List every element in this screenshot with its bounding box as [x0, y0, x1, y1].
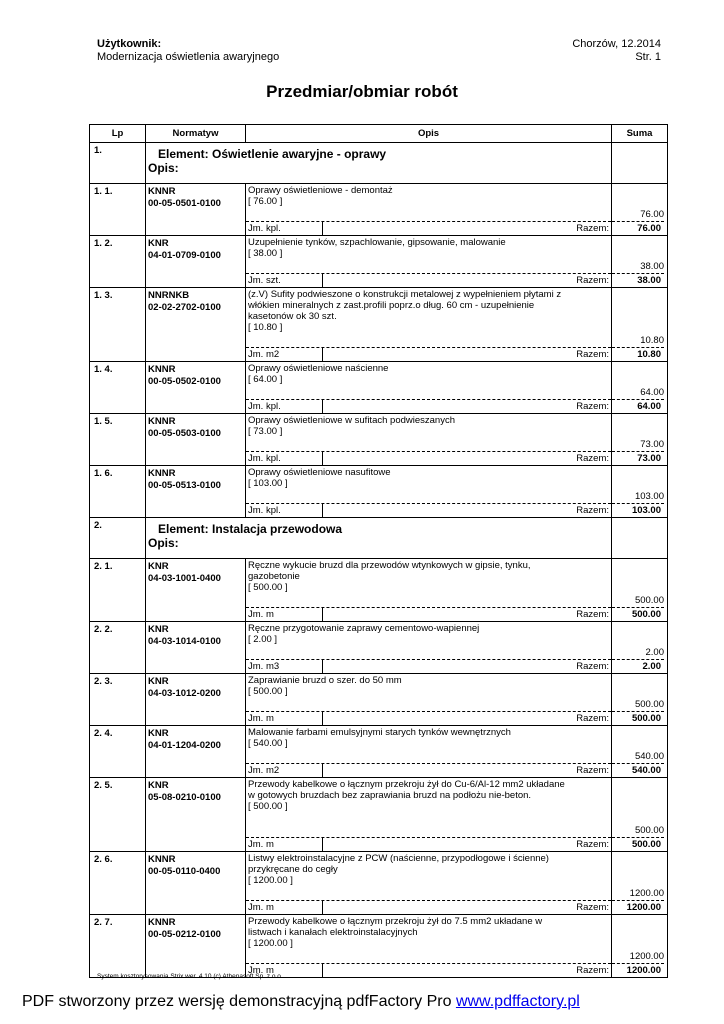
item-razem-label: Razem:	[576, 453, 609, 464]
table-row	[90, 236, 668, 288]
table-row	[90, 622, 668, 674]
item-lp: 1. 1.	[90, 184, 146, 236]
item-description	[246, 622, 611, 657]
item-description-line: gazobetonie	[248, 571, 300, 582]
table-row	[90, 852, 668, 915]
item-unit: Jm. kpl.	[246, 452, 323, 465]
item-quantity: 76.00	[640, 209, 664, 220]
section-row	[90, 143, 668, 184]
item-opis	[246, 362, 612, 414]
normatyw-code: 00-05-0513-0100	[148, 480, 221, 491]
normatyw-catalog: NNRNKB	[148, 290, 190, 301]
section-header	[146, 518, 612, 559]
item-quantity: 2.00	[645, 647, 664, 658]
normatyw-catalog: KNNR	[148, 364, 176, 375]
item-total: 64.00	[612, 399, 664, 413]
item-quantity: 1200.00	[629, 888, 664, 899]
item-unit: Jm. kpl.	[246, 400, 323, 413]
item-quantity: 38.00	[640, 261, 664, 272]
item-unit-row	[246, 837, 611, 851]
item-razem-label: Razem:	[576, 713, 609, 724]
document-header-right	[572, 38, 661, 64]
item-description-line: Listwy elektroinstalacyjne z PCW (naścienne, przypodłogowe i ścienne)	[248, 853, 549, 864]
item-description	[246, 184, 611, 219]
item-total: 500.00	[612, 607, 664, 621]
item-razem-label: Razem:	[576, 349, 609, 360]
item-opis	[246, 559, 612, 622]
item-description-line: [ 76.00 ]	[248, 196, 283, 207]
item-total: 103.00	[612, 503, 664, 517]
item-total: 76.00	[612, 221, 664, 235]
item-unit: Jm. m2	[246, 348, 323, 361]
item-lp: 2. 1.	[90, 559, 146, 622]
item-total: 1200.00	[612, 963, 664, 977]
item-description-line: (z.V) Sufity podwieszone o konstrukcji metalowej z wypełnieniem płytami z	[248, 289, 562, 300]
normatyw-code: 05-08-0210-0100	[148, 792, 221, 803]
item-opis	[246, 778, 612, 852]
item-unit: Jm. m	[246, 964, 323, 977]
item-description-line: [ 10.80 ]	[248, 322, 283, 333]
item-quantity: 540.00	[634, 751, 664, 762]
item-total: 73.00	[612, 451, 664, 465]
item-unit-row	[246, 963, 611, 977]
item-normatyw	[146, 236, 246, 288]
item-description-line: Oprawy oświetleniowe naścienne	[248, 363, 389, 374]
item-description-line: włókien mineralnych z zast.profili poprz.o dług. 60 cm - uzupełnienie	[248, 300, 535, 311]
item-normatyw	[146, 622, 246, 674]
item-description-line: Ręczne przygotowanie zaprawy cementowo-wapiennej	[248, 623, 480, 634]
item-opis	[246, 466, 612, 518]
table-header-row	[90, 125, 668, 143]
item-unit-row	[246, 607, 611, 621]
item-opis	[246, 915, 612, 978]
section-element-title: Element: Instalacja przewodowa	[158, 522, 343, 536]
normatyw-catalog: KNR	[148, 676, 169, 687]
item-description	[246, 466, 611, 501]
item-lp: 1. 2.	[90, 236, 146, 288]
item-description-line: Malowanie farbami emulsyjnymi starych tynków wewnętrznych	[248, 727, 511, 738]
item-total: 500.00	[612, 837, 664, 851]
normatyw-catalog: KNNR	[148, 917, 176, 928]
item-lp: 1. 3.	[90, 288, 146, 362]
table-row	[90, 915, 668, 978]
item-description	[246, 674, 611, 709]
table-row	[90, 184, 668, 236]
item-description-line: Przewody kabelkowe o łącznym przekroju żył do 7.5 mm2 układane w	[248, 916, 543, 927]
item-normatyw	[146, 852, 246, 915]
item-suma	[612, 414, 668, 466]
item-normatyw	[146, 466, 246, 518]
item-description-line: przykręcane do cegły	[248, 864, 338, 875]
item-unit: Jm. kpl.	[246, 222, 323, 235]
normatyw-code: 02-02-2702-0100	[148, 302, 221, 313]
item-opis	[246, 414, 612, 466]
section-element-title: Element: Oświetlenie awaryjne - oprawy	[158, 147, 387, 161]
table-row	[90, 778, 668, 852]
normatyw-catalog: KNR	[148, 561, 169, 572]
item-razem-label: Razem:	[576, 505, 609, 516]
item-suma	[612, 288, 668, 362]
pdf-banner-text: PDF stworzony przez wersję demonstracyjną pdfFactory Pro	[22, 993, 456, 1010]
section-suma-cell	[612, 518, 668, 559]
item-lp: 2. 2.	[90, 622, 146, 674]
normatyw-catalog: KNR	[148, 624, 169, 635]
item-razem-label: Razem:	[576, 965, 609, 976]
item-description-line: [ 500.00 ]	[248, 686, 288, 697]
item-unit-row	[246, 763, 611, 777]
item-description	[246, 778, 611, 835]
item-description-line: [ 103.00 ]	[248, 478, 288, 489]
item-suma	[612, 726, 668, 778]
normatyw-code: 04-01-1204-0200	[148, 740, 221, 751]
section-header	[146, 143, 612, 184]
normatyw-catalog: KNR	[148, 238, 169, 249]
place-date: Chorzów, 12.2014	[572, 38, 661, 50]
item-razem-label: Razem:	[576, 609, 609, 620]
item-description	[246, 288, 611, 345]
item-lp: 1. 4.	[90, 362, 146, 414]
item-unit-row	[246, 273, 611, 287]
item-quantity: 10.80	[640, 335, 664, 346]
item-description	[246, 236, 611, 271]
item-lp: 1. 5.	[90, 414, 146, 466]
item-opis	[246, 674, 612, 726]
item-total: 540.00	[612, 763, 664, 777]
normatyw-code: 00-05-0110-0400	[148, 866, 221, 877]
item-description-line: w gotowych bruzdach bez zaprawiania bruzd na podłożu nie-beton.	[248, 790, 532, 801]
item-description-line: [ 540.00 ]	[248, 738, 288, 749]
item-unit-row	[246, 221, 611, 235]
section-row	[90, 518, 668, 559]
table-row	[90, 466, 668, 518]
item-description-line: Uzupełnienie tynków, szpachlowanie, gipsowanie, malowanie	[248, 237, 506, 248]
page-title: Przedmiar/obmiar robót	[266, 82, 458, 101]
item-normatyw	[146, 288, 246, 362]
item-quantity: 1200.00	[629, 951, 664, 962]
item-unit: Jm. kpl.	[246, 504, 323, 517]
column-header-lp: Lp	[90, 125, 146, 143]
item-description-line: [ 1200.00 ]	[248, 938, 293, 949]
item-description	[246, 559, 611, 605]
item-unit-row	[246, 900, 611, 914]
normatyw-catalog: KNNR	[148, 186, 176, 197]
item-quantity: 500.00	[634, 825, 664, 836]
item-suma	[612, 559, 668, 622]
item-description	[246, 852, 611, 898]
item-description-line: [ 2.00 ]	[248, 634, 278, 645]
item-unit: Jm. m2	[246, 764, 323, 777]
item-quantity: 64.00	[640, 387, 664, 398]
project-name: Modernizacja oświetlenia awaryjnego	[97, 51, 280, 63]
normatyw-catalog: KNNR	[148, 416, 176, 427]
item-unit-row	[246, 347, 611, 361]
item-razem-label: Razem:	[576, 401, 609, 412]
item-description-line: [ 500.00 ]	[248, 582, 288, 593]
item-unit: Jm. m	[246, 838, 323, 851]
item-opis	[246, 622, 612, 674]
item-description-line: Oprawy oświetleniowe w sufitach podwieszanych	[248, 415, 455, 426]
item-normatyw	[146, 726, 246, 778]
item-description-line: [ 64.00 ]	[248, 374, 283, 385]
item-suma	[612, 236, 668, 288]
item-suma	[612, 674, 668, 726]
item-description	[246, 414, 611, 449]
normatyw-catalog: KNNR	[148, 468, 176, 479]
normatyw-code: 04-03-1012-0200	[148, 688, 221, 699]
item-normatyw	[146, 778, 246, 852]
item-description-line: Zaprawianie bruzd o szer. do 50 mm	[248, 675, 402, 686]
column-header-normatyw: Normatyw	[146, 125, 246, 143]
section-opis-label: Opis:	[148, 536, 179, 550]
item-description	[246, 726, 611, 761]
item-normatyw	[146, 915, 246, 978]
item-normatyw	[146, 674, 246, 726]
item-total: 2.00	[612, 659, 664, 673]
normatyw-code: 04-03-1014-0100	[148, 636, 221, 647]
item-total: 38.00	[612, 273, 664, 287]
normatyw-code: 00-05-0212-0100	[148, 929, 221, 940]
item-lp: 2. 5.	[90, 778, 146, 852]
item-description-line: Przewody kabelkowe o łącznym przekroju żył do Cu-6/Al-12 mm2 układane	[248, 779, 565, 790]
item-quantity: 73.00	[640, 439, 664, 450]
pdf-factory-banner	[22, 993, 580, 1011]
item-description	[246, 915, 611, 961]
item-description	[246, 362, 611, 397]
normatyw-code: 00-05-0501-0100	[148, 198, 221, 209]
item-total: 1200.00	[612, 900, 664, 914]
column-header-opis: Opis	[246, 125, 612, 143]
table-row	[90, 288, 668, 362]
item-description-line: [ 38.00 ]	[248, 248, 283, 259]
item-normatyw	[146, 559, 246, 622]
document-header-left	[97, 38, 279, 64]
item-suma	[612, 466, 668, 518]
item-description-line: Oprawy oświetleniowe nasufitowe	[248, 467, 391, 478]
table-row	[90, 674, 668, 726]
item-razem-label: Razem:	[576, 902, 609, 913]
item-normatyw	[146, 362, 246, 414]
item-unit-row	[246, 451, 611, 465]
item-lp: 1. 6.	[90, 466, 146, 518]
item-opis	[246, 852, 612, 915]
item-unit: Jm. m	[246, 608, 323, 621]
item-razem-label: Razem:	[576, 275, 609, 286]
item-lp: 2. 3.	[90, 674, 146, 726]
item-suma	[612, 362, 668, 414]
item-lp: 2. 6.	[90, 852, 146, 915]
item-quantity: 103.00	[634, 491, 664, 502]
pdf-factory-link[interactable]: www.pdffactory.pl	[455, 993, 580, 1010]
item-razem-label: Razem:	[576, 661, 609, 672]
item-razem-label: Razem:	[576, 765, 609, 776]
normatyw-code: 00-05-0502-0100	[148, 376, 221, 387]
item-quantity: 500.00	[634, 595, 664, 606]
item-description-line: listwach i kanałach elektroinstalacyjnych	[248, 927, 418, 938]
item-description-line: [ 1200.00 ]	[248, 875, 293, 886]
system-footer: System kosztorysowania Strix wer. 4.10 (c) Athenasoft Sp. z o.o.	[97, 973, 283, 980]
item-unit-row	[246, 711, 611, 725]
item-unit-row	[246, 399, 611, 413]
item-unit: Jm. m	[246, 712, 323, 725]
item-opis	[246, 184, 612, 236]
table-row	[90, 559, 668, 622]
item-razem-label: Razem:	[576, 839, 609, 850]
section-suma-cell	[612, 143, 668, 184]
normatyw-code: 04-01-0709-0100	[148, 250, 221, 261]
item-unit-row	[246, 659, 611, 673]
item-description-line: Oprawy oświetleniowe - demontaż	[248, 185, 393, 196]
item-unit: Jm. m3	[246, 660, 323, 673]
item-lp: 2. 7.	[90, 915, 146, 978]
normatyw-code: 04-03-1001-0400	[148, 573, 221, 584]
item-suma	[612, 778, 668, 852]
section-lp: 2.	[90, 518, 146, 559]
normatyw-code: 00-05-0503-0100	[148, 428, 221, 439]
item-opis	[246, 726, 612, 778]
table-row	[90, 362, 668, 414]
column-header-suma: Suma	[612, 125, 668, 143]
item-unit: Jm. szt.	[246, 274, 323, 287]
item-total: 500.00	[612, 711, 664, 725]
item-opis	[246, 288, 612, 362]
section-lp: 1.	[90, 143, 146, 184]
item-suma	[612, 852, 668, 915]
item-suma	[612, 915, 668, 978]
item-unit-row	[246, 503, 611, 517]
item-suma	[612, 622, 668, 674]
normatyw-catalog: KNNR	[148, 854, 176, 865]
item-quantity: 500.00	[634, 699, 664, 710]
table-row	[90, 414, 668, 466]
item-description-line: [ 73.00 ]	[248, 426, 283, 437]
item-razem-label: Razem:	[576, 223, 609, 234]
bill-of-quantities-table	[89, 124, 668, 978]
item-total: 10.80	[612, 347, 664, 361]
item-description-line	[248, 812, 609, 823]
user-label: Użytkownik:	[97, 38, 162, 50]
item-opis	[246, 236, 612, 288]
item-suma	[612, 184, 668, 236]
item-normatyw	[146, 184, 246, 236]
item-description-line: Ręczne wykucie bruzd dla przewodów wtynkowych w gipsie, tynku,	[248, 560, 531, 571]
page-number: Str. 1	[635, 51, 661, 63]
item-description-line: kasetonów ok 30 szt.	[248, 311, 337, 322]
item-unit: Jm. m	[246, 901, 323, 914]
normatyw-catalog: KNR	[148, 728, 169, 739]
item-lp: 2. 4.	[90, 726, 146, 778]
table-row	[90, 726, 668, 778]
normatyw-catalog: KNR	[148, 780, 169, 791]
item-description-line: [ 500.00 ]	[248, 801, 288, 812]
section-opis-label: Opis:	[148, 161, 179, 175]
item-normatyw	[146, 414, 246, 466]
